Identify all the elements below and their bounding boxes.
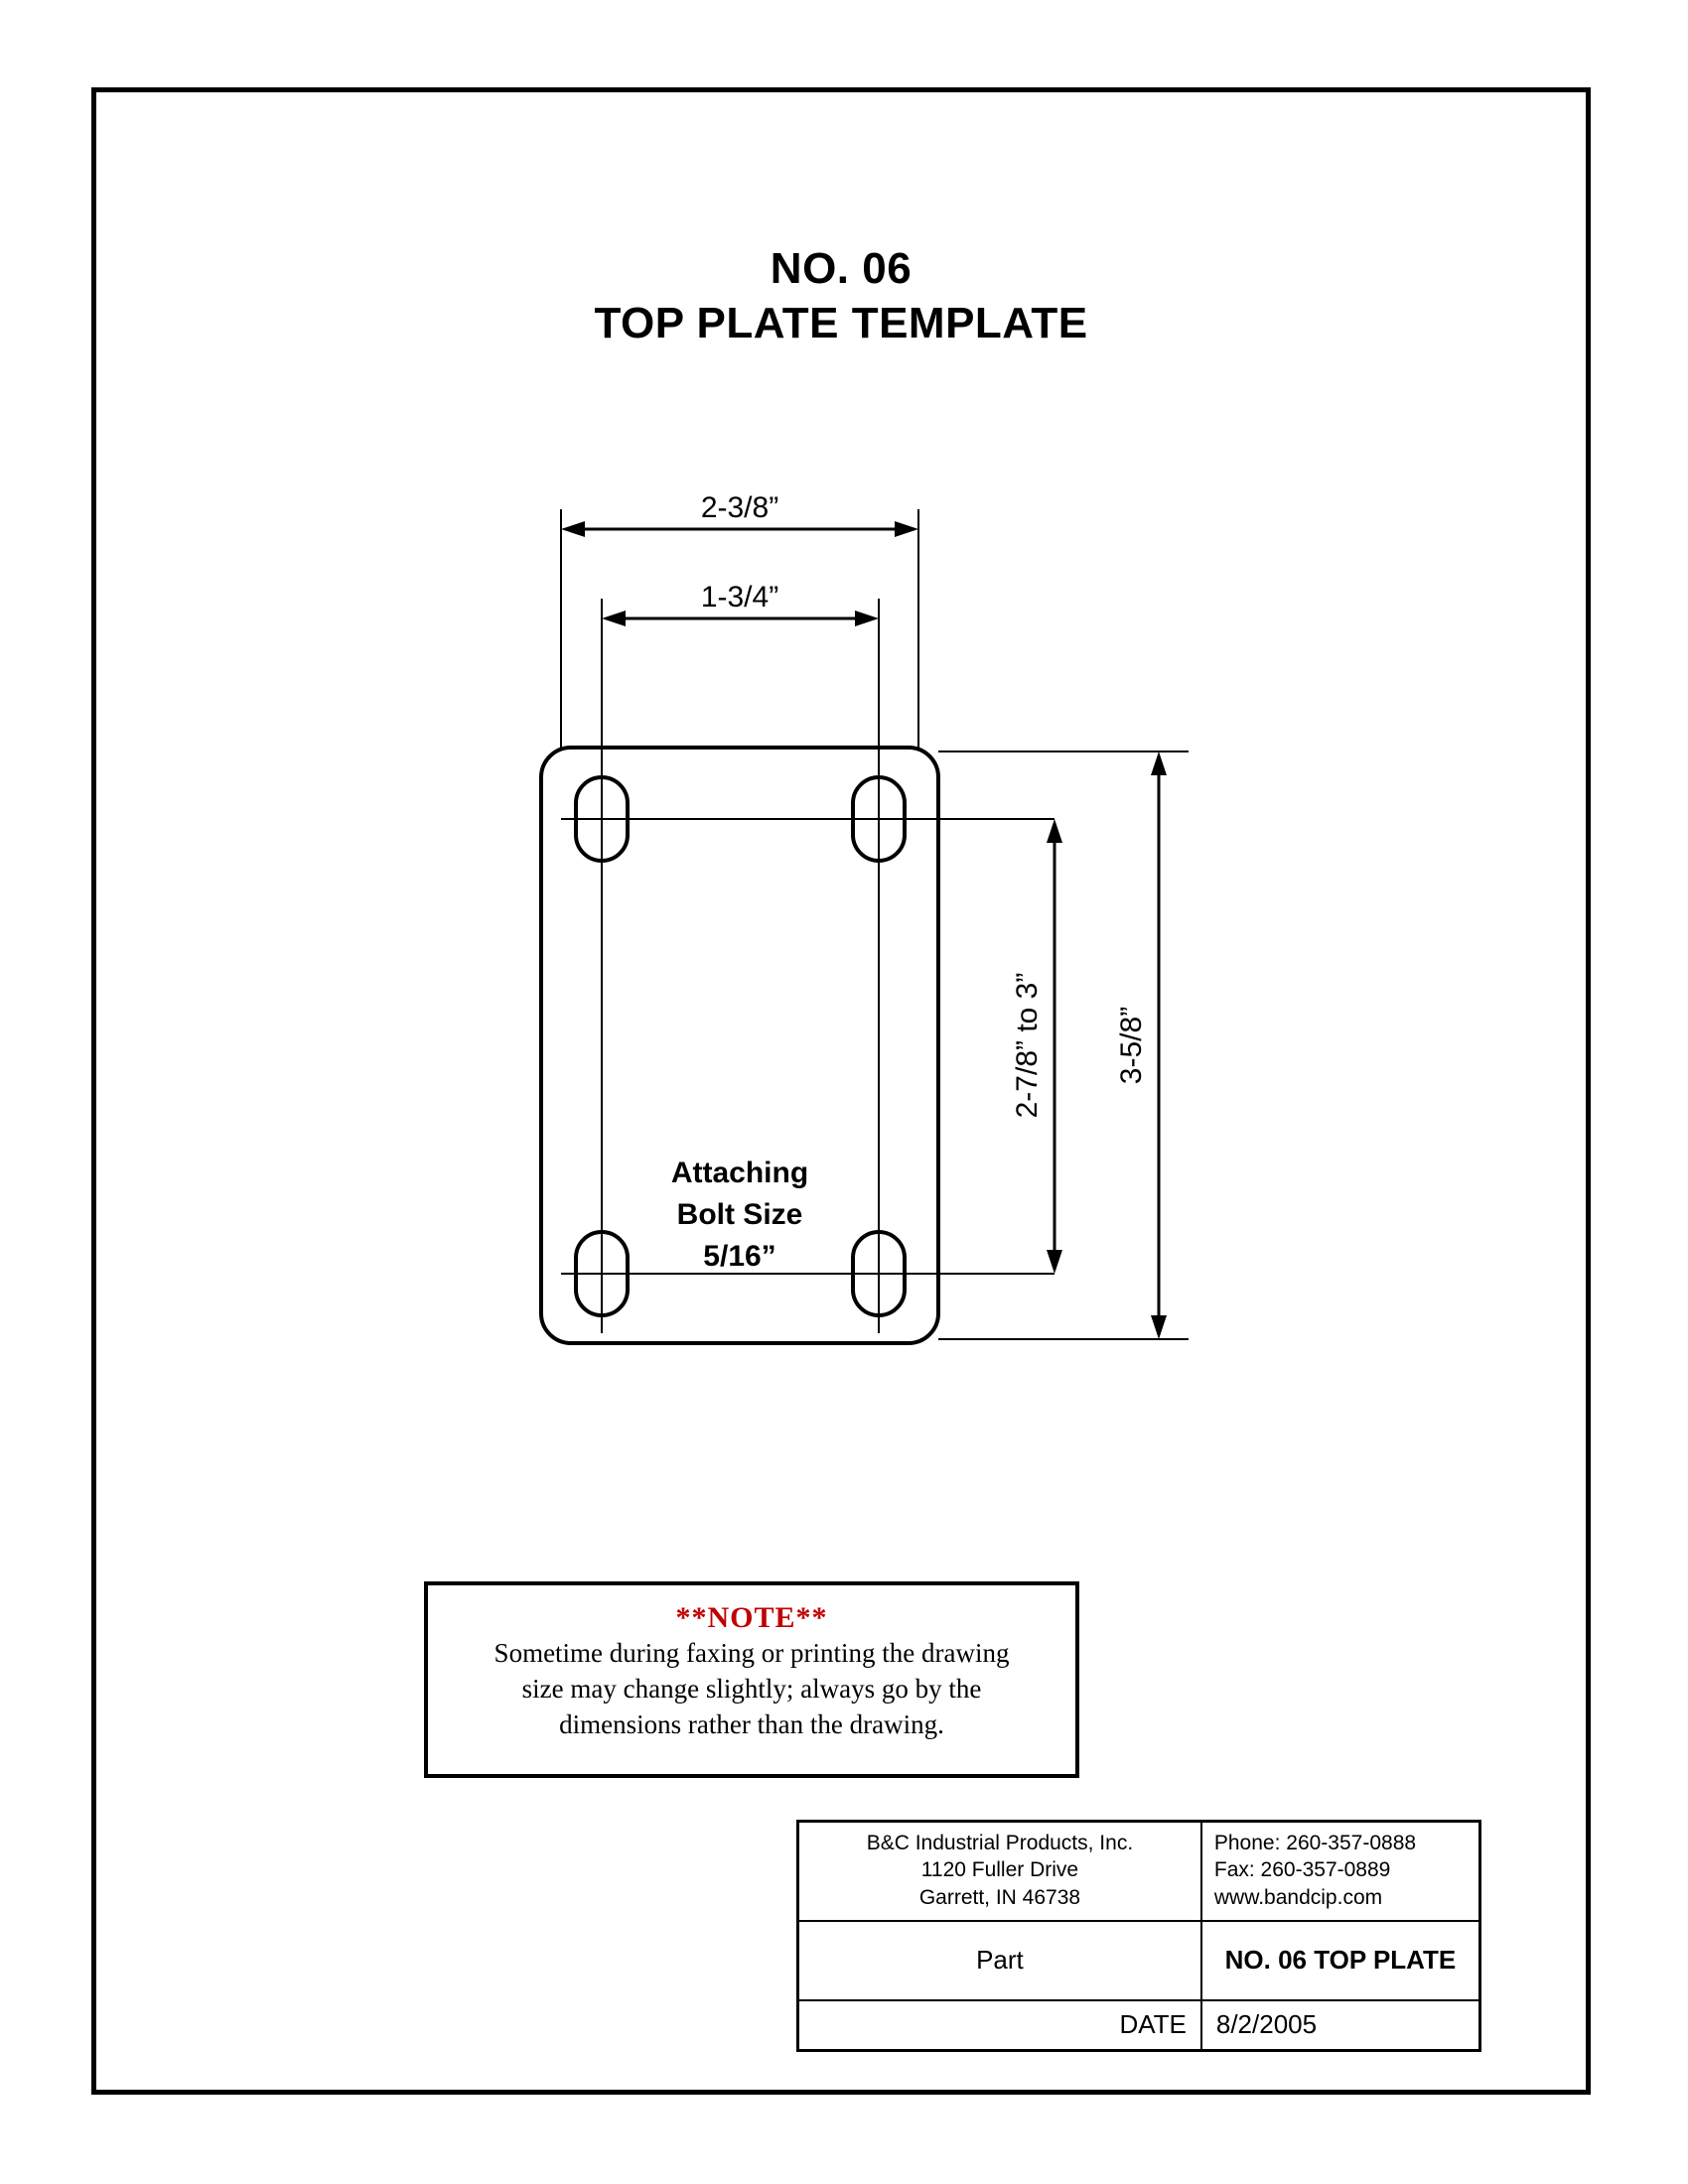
- note-line-1: Sometime during faxing or printing the drawing: [493, 1638, 1010, 1668]
- part-label: Part: [798, 1921, 1201, 2000]
- dim-bolt-hole-height: 2-7/8” to 3”: [1011, 972, 1044, 1119]
- note-box: [424, 1581, 1079, 1778]
- page-title: [96, 241, 1586, 350]
- arrowhead-bolt-width-left: [602, 611, 626, 626]
- arrowhead-height-bottom: [1151, 1315, 1167, 1339]
- date-value: 8/2/2005: [1201, 2000, 1480, 2051]
- table-row-company: [798, 1822, 1480, 1921]
- date-label: DATE: [798, 2000, 1201, 2051]
- drawing-info-table: [796, 1820, 1481, 2052]
- bolt-slot-bottom-right: [853, 1232, 905, 1315]
- drawing-sheet-border: [91, 87, 1591, 2095]
- bolt-slot-top-left: [576, 777, 628, 861]
- title-line-name: TOP PLATE TEMPLATE: [594, 299, 1088, 347]
- title-line-number: NO. 06: [770, 244, 913, 293]
- table-row-part: [798, 1921, 1480, 2000]
- dim-overall-height: 3-5/8”: [1115, 1006, 1148, 1085]
- company-street: 1120 Fuller Drive: [920, 1858, 1079, 1882]
- top-plate-drawing: [96, 92, 1586, 2092]
- dim-bolt-hole-width: 1-3/4”: [700, 581, 779, 614]
- arrowhead-bolt-width-right: [855, 611, 879, 626]
- arrowhead-width-left: [561, 521, 585, 537]
- note-line-3: dimensions rather than the drawing.: [559, 1709, 944, 1740]
- company-fax: Fax: 260-357-0889: [1213, 1858, 1391, 1882]
- company-website[interactable]: www.bandcip.com: [1213, 1885, 1383, 1909]
- company-name: B&C Industrial Products, Inc.: [866, 1832, 1134, 1854]
- company-address-cell: [798, 1822, 1201, 1921]
- note-line-2: size may change slightly; always go by the: [521, 1674, 982, 1705]
- bolt-slot-top-right: [853, 777, 905, 861]
- plate-label-line-1: Attaching: [670, 1157, 809, 1189]
- note-title: **NOTE**: [675, 1601, 828, 1634]
- arrowhead-bolt-height-bottom: [1047, 1250, 1062, 1274]
- company-contact-cell: [1201, 1822, 1480, 1921]
- plate-label-line-3: 5/16”: [703, 1240, 776, 1273]
- company-phone: Phone: 260-357-0888: [1213, 1832, 1417, 1854]
- part-value: NO. 06 TOP PLATE: [1201, 1921, 1480, 2000]
- arrowhead-width-right: [895, 521, 918, 537]
- plate-outline: [541, 748, 938, 1343]
- arrowhead-height-top: [1151, 751, 1167, 775]
- table-row-date: [798, 2000, 1480, 2051]
- bolt-slot-bottom-left: [576, 1232, 628, 1315]
- plate-label-line-2: Bolt Size: [676, 1198, 803, 1231]
- arrowhead-bolt-height-top: [1047, 819, 1062, 843]
- company-city: Garrett, IN 46738: [918, 1885, 1081, 1909]
- dim-overall-width: 2-3/8”: [700, 491, 779, 524]
